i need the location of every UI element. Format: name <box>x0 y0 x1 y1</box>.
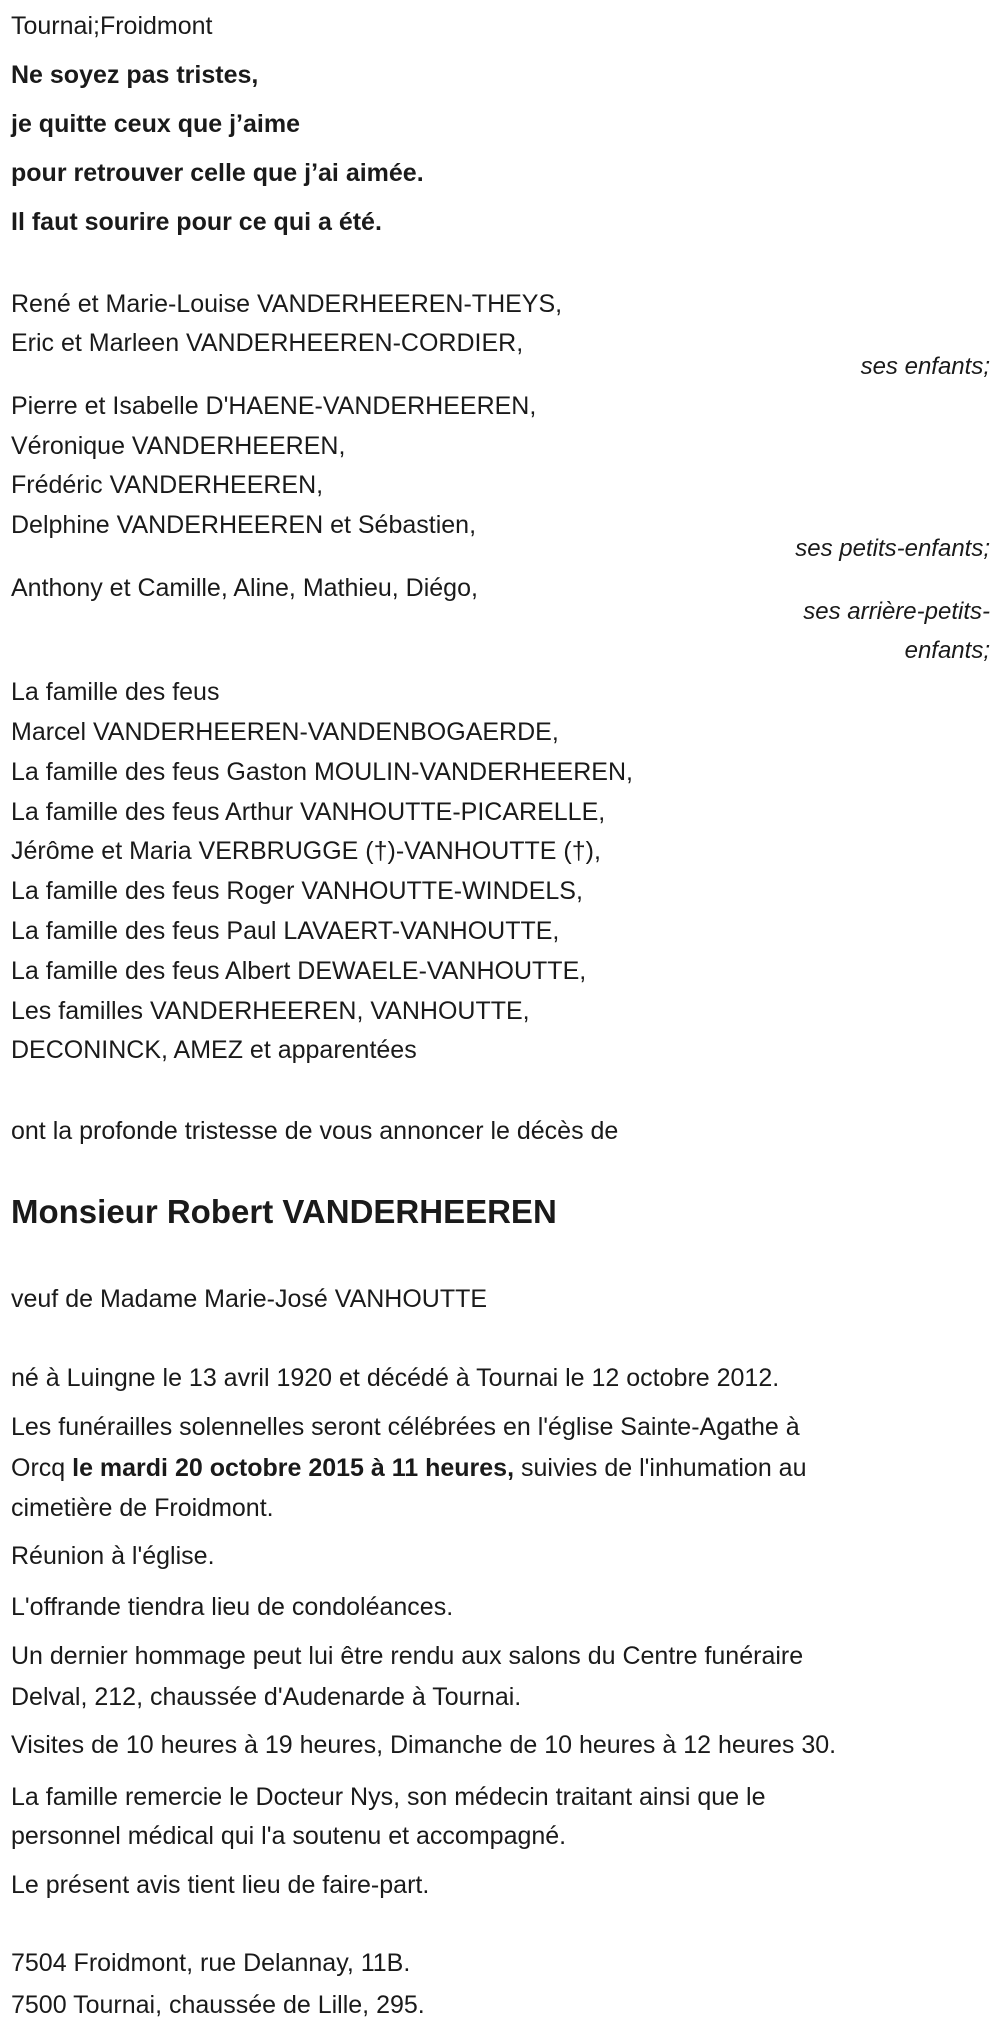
grandchildren-label: ses petits-enfants; <box>795 535 990 562</box>
widower-of: veuf de Madame Marie-José VANHOUTTE <box>11 1285 488 1313</box>
birth-death: né à Luingne le 13 avril 1920 et décédé à Tournai le 12 octobre 2012. <box>11 1364 780 1392</box>
child: René et Marie-Louise VANDERHEEREN-THEYS, <box>11 290 563 318</box>
grandchild: Frédéric VANDERHEEREN, <box>11 471 324 499</box>
announcement: ont la profonde tristesse de vous annoncer le décès de <box>11 1117 619 1145</box>
family-line: Jérôme et Maria VERBRUGGE (†)-VANHOUTTE (†), <box>11 837 601 865</box>
great-grandchildren-label: ses arrière-petits- <box>803 598 990 625</box>
address: 7504 Froidmont, rue Delannay, 11B. <box>11 1949 411 1977</box>
poem-line: Il faut sourire pour ce qui a été. <box>11 208 382 236</box>
family-line: Les familles VANDERHEEREN, VANHOUTTE, <box>11 997 530 1025</box>
location: Tournai;Froidmont <box>11 12 213 40</box>
grandchild: Delphine VANDERHEEREN et Sébastien, <box>11 511 477 539</box>
tribute: Un dernier hommage peut lui être rendu aux salons du Centre funéraire <box>11 1642 804 1670</box>
poem-line: pour retrouver celle que j’ai aimée. <box>11 159 424 187</box>
grandchild: Pierre et Isabelle D'HAENE-VANDERHEEREN, <box>11 392 537 420</box>
deceased-name: Monsieur Robert VANDERHEEREN <box>11 1193 557 1230</box>
funeral-place: Orcq <box>11 1454 73 1482</box>
address: 7500 Tournai, chaussée de Lille, 295. <box>11 1991 425 2019</box>
great-grandchild: Anthony et Camille, Aline, Mathieu, Diégo, <box>11 574 478 602</box>
funeral-burial: suivies de l'inhumation au <box>514 1454 807 1482</box>
thanks: personnel médical qui l'a soutenu et accompagné. <box>11 1822 567 1850</box>
funeral-date: le mardi 20 octobre 2015 à 11 heures, <box>72 1454 515 1482</box>
offering: L'offrande tiendra lieu de condoléances. <box>11 1593 454 1621</box>
family-line: La famille des feus Arthur VANHOUTTE-PICARELLE, <box>11 798 606 826</box>
funeral-line: Les funérailles solennelles seront célébrées en l'église Sainte-Agathe à <box>11 1413 800 1441</box>
grandchild: Véronique VANDERHEEREN, <box>11 432 346 460</box>
children-label: ses enfants; <box>860 353 990 380</box>
family-line: La famille des feus Gaston MOULIN-VANDERHEEREN, <box>11 758 633 786</box>
family-line: La famille des feus Roger VANHOUTTE-WINDELS, <box>11 877 583 905</box>
funeral-line <box>11 1452 807 1484</box>
thanks: La famille remercie le Docteur Nys, son médecin traitant ainsi que le <box>11 1783 766 1811</box>
poem-line: je quitte ceux que j’aime <box>11 110 300 138</box>
child: Eric et Marleen VANDERHEEREN-CORDIER, <box>11 329 524 357</box>
meeting: Réunion à l'église. <box>11 1542 215 1570</box>
family-line: La famille des feus <box>11 678 220 706</box>
funeral-line: cimetière de Froidmont. <box>11 1494 274 1522</box>
great-grandchildren-label: enfants; <box>904 637 990 664</box>
poem-line: Ne soyez pas tristes, <box>11 61 259 89</box>
family-line: DECONINCK, AMEZ et apparentées <box>11 1036 417 1064</box>
tribute: Delval, 212, chaussée d'Audenarde à Tournai. <box>11 1683 522 1711</box>
notice: Le présent avis tient lieu de faire-part. <box>11 1871 430 1899</box>
family-line: Marcel VANDERHEEREN-VANDENBOGAERDE, <box>11 718 559 746</box>
visits: Visites de 10 heures à 19 heures, Dimanche de 10 heures à 12 heures 30. <box>11 1731 837 1759</box>
family-line: La famille des feus Albert DEWAELE-VANHOUTTE, <box>11 957 587 985</box>
family-line: La famille des feus Paul LAVAERT-VANHOUTTE, <box>11 917 560 945</box>
